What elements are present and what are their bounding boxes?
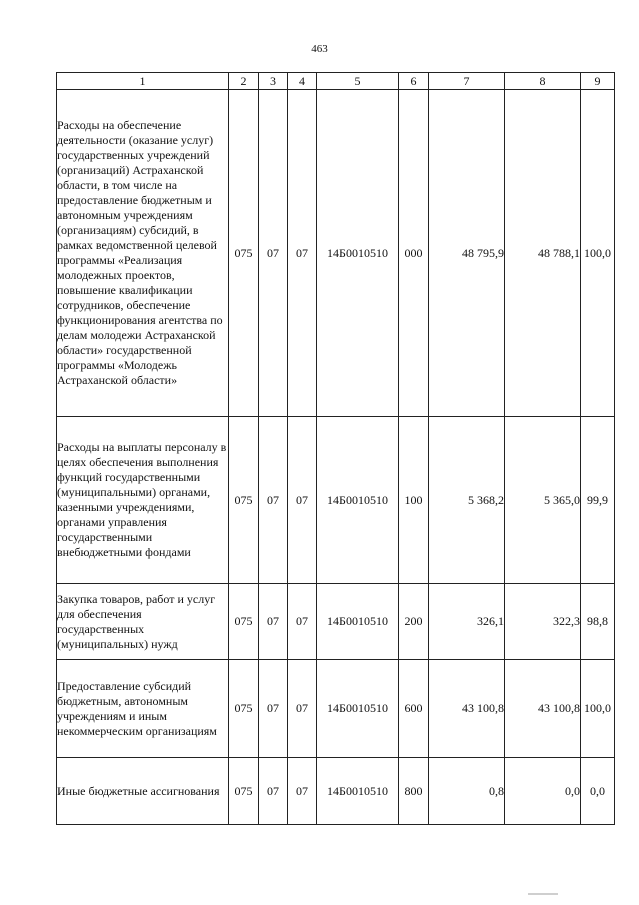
cell-subsection: 07 xyxy=(288,758,317,825)
cell-admin-code: 075 xyxy=(229,660,259,758)
cell-expense-type: 800 xyxy=(399,758,429,825)
table-row xyxy=(57,90,615,417)
budget-table xyxy=(56,72,615,825)
cell-plan: 43 100,8 xyxy=(429,660,505,758)
table-row xyxy=(57,758,615,825)
cell-expense-type: 100 xyxy=(399,417,429,584)
header-col-2: 2 xyxy=(229,73,259,90)
cell-target-article: 14Б0010510 xyxy=(317,660,399,758)
cell-admin-code: 075 xyxy=(229,90,259,417)
cell-section: 07 xyxy=(259,758,288,825)
cell-section: 07 xyxy=(259,90,288,417)
row-description: Иные бюджетные ассигнования xyxy=(57,758,229,825)
cell-target-article: 14Б0010510 xyxy=(317,90,399,417)
table-row xyxy=(57,584,615,660)
table-row xyxy=(57,417,615,584)
cell-plan: 48 795,9 xyxy=(429,90,505,417)
cell-expense-type: 600 xyxy=(399,660,429,758)
header-col-4: 4 xyxy=(288,73,317,90)
cell-actual: 322,3 xyxy=(505,584,581,660)
row-description: Предоставление субсидий бюджетным, автономным учреждениям и иным некоммерческим организациям xyxy=(57,660,229,758)
cell-subsection: 07 xyxy=(288,90,317,417)
cell-actual: 48 788,1 xyxy=(505,90,581,417)
cell-plan: 326,1 xyxy=(429,584,505,660)
row-description: Расходы на выплаты персоналу в целях обеспечения выполнения функций государственными (муниципальными) органами, казенными учреждениями, органами управления государственными внебюджетными фондами xyxy=(57,417,229,584)
cell-percent: 0,0 xyxy=(581,758,615,825)
cell-section: 07 xyxy=(259,584,288,660)
cell-plan: 0,8 xyxy=(429,758,505,825)
cell-actual: 0,0 xyxy=(505,758,581,825)
cell-target-article: 14Б0010510 xyxy=(317,758,399,825)
cell-admin-code: 075 xyxy=(229,758,259,825)
cell-percent: 99,9 xyxy=(581,417,615,584)
cell-expense-type: 000 xyxy=(399,90,429,417)
cell-subsection: 07 xyxy=(288,660,317,758)
cell-section: 07 xyxy=(259,417,288,584)
cell-expense-type: 200 xyxy=(399,584,429,660)
cell-admin-code: 075 xyxy=(229,417,259,584)
header-col-3: 3 xyxy=(259,73,288,90)
header-col-7: 7 xyxy=(429,73,505,90)
table-row xyxy=(57,660,615,758)
cell-percent: 98,8 xyxy=(581,584,615,660)
cell-target-article: 14Б0010510 xyxy=(317,417,399,584)
header-col-9: 9 xyxy=(581,73,615,90)
scan-artifact xyxy=(528,893,558,895)
row-description: Закупка товаров, работ и услуг для обеспечения государственных (муниципальных) нужд xyxy=(57,584,229,660)
cell-admin-code: 075 xyxy=(229,584,259,660)
header-row xyxy=(57,73,615,90)
row-description: Расходы на обеспечение деятельности (оказание услуг) государственных учреждений (организаций) Астраханской области, в том числе на предоставление бюджетным и автономным учреждениям (организациям) субсидий, в рамках ведомственной целевой программы «Реализация молодежных проектов, повышение квалификации сотрудников, обеспечение функционирования агентства по делам молодежи Астраханской области» государственной программы «Молодежь Астраханской области» xyxy=(57,90,229,417)
header-col-8: 8 xyxy=(505,73,581,90)
cell-target-article: 14Б0010510 xyxy=(317,584,399,660)
cell-subsection: 07 xyxy=(288,584,317,660)
cell-actual: 5 365,0 xyxy=(505,417,581,584)
header-col-5: 5 xyxy=(317,73,399,90)
cell-percent: 100,0 xyxy=(581,90,615,417)
cell-subsection: 07 xyxy=(288,417,317,584)
cell-percent: 100,0 xyxy=(581,660,615,758)
header-col-6: 6 xyxy=(399,73,429,90)
cell-section: 07 xyxy=(259,660,288,758)
header-col-1: 1 xyxy=(57,73,229,90)
cell-actual: 43 100,8 xyxy=(505,660,581,758)
cell-plan: 5 368,2 xyxy=(429,417,505,584)
page-number: 463 xyxy=(311,43,328,55)
